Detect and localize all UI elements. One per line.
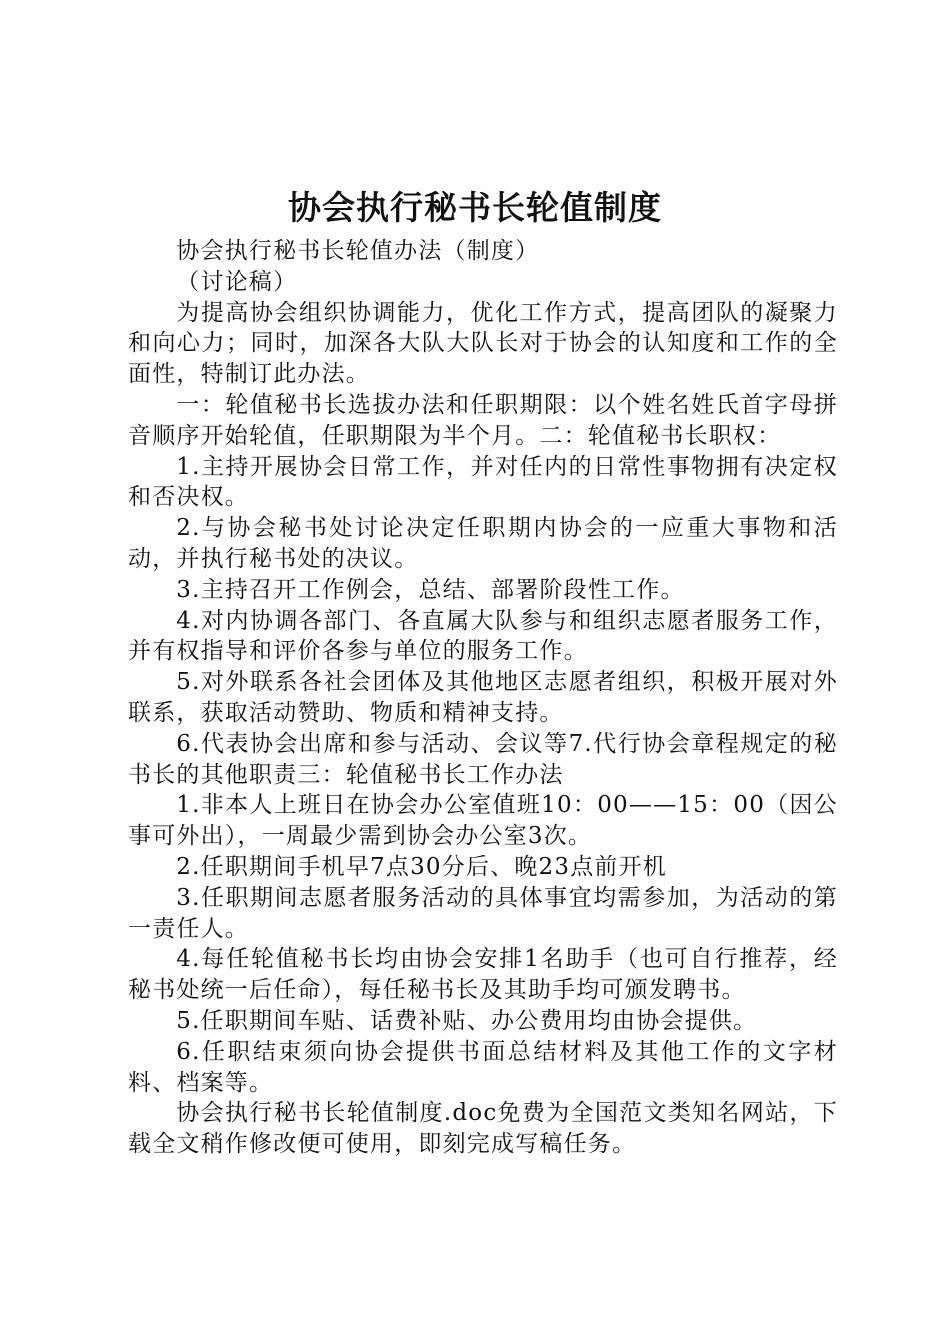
- duty-item-6-7: 6.代表协会出席和参与活动、会议等7.代行协会章程规定的秘书长的其他职责三：轮值秘书长工作办法: [128, 730, 838, 788]
- document-title: 协会执行秘书长轮值制度: [288, 188, 662, 227]
- selection-method-paragraph: 一：轮值秘书长选拔办法和任职期限：以个姓名姓氏首字母拼音顺序开始轮值，任职期限为半个月。二：轮值秘书长职权：: [128, 391, 838, 449]
- duty-item-1: 1.主持开展协会日常工作，并对任内的日常性事物拥有决定权和否决权。: [128, 453, 838, 511]
- work-method-item-1: 1.非本人上班日在协会办公室值班10：00——15：00（因公事可外出），一周最少需到协会办公室3次。: [128, 792, 838, 850]
- work-method-item-2: 2.任职期间手机早7点30分后、晚23点前开机: [176, 853, 668, 880]
- purpose-paragraph: 为提高协会组织协调能力，优化工作方式，提高团队的凝聚力和向心力；同时，加深各大队大队长对于协会的认知度和工作的全面性，特制订此办法。: [128, 299, 838, 388]
- duty-item-5: 5.对外联系各社会团体及其他地区志愿者组织，积极开展对外联系，获取活动赞助、物质和精神支持。: [128, 669, 838, 726]
- work-method-item-6: 6.任职结束须向协会提供书面总结材料及其他工作的文字材料、档案等。: [128, 1038, 838, 1096]
- footer-note-paragraph: 协会执行秘书长轮值制度.doc免费为全国范文类知名网站，下载全文稍作修改便可使用，即刻完成写稿任务。: [128, 1100, 838, 1158]
- duty-item-4: 4.对内协调各部门、各直属大队参与和组织志愿者服务工作，并有权指导和评价各参与单位的服务工作。: [128, 607, 838, 665]
- work-method-item-5: 5.任职期间车贴、话费补贴、办公费用均由协会提供。: [176, 1007, 758, 1034]
- subtitle-paragraph: 协会执行秘书长轮值办法（制度）: [176, 238, 540, 264]
- draft-note-paragraph: （讨论稿）: [176, 268, 298, 295]
- work-method-item-3: 3.任职期间志愿者服务活动的具体事宜均需参加，为活动的第一责任人。: [128, 884, 838, 942]
- duty-item-2: 2.与协会秘书处讨论决定任职期内协会的一应重大事物和活动，并执行秘书处的决议。: [128, 515, 838, 572]
- document-body: [128, 236, 838, 1160]
- work-method-item-4: 4.每任轮值秘书长均由协会安排1名助手（也可自行推荐，经秘书处统一后任命），每任秘书长及其助手均可颁发聘书。: [128, 946, 838, 1004]
- duty-item-3: 3.主持召开工作例会，总结、部署阶段性工作。: [176, 576, 685, 603]
